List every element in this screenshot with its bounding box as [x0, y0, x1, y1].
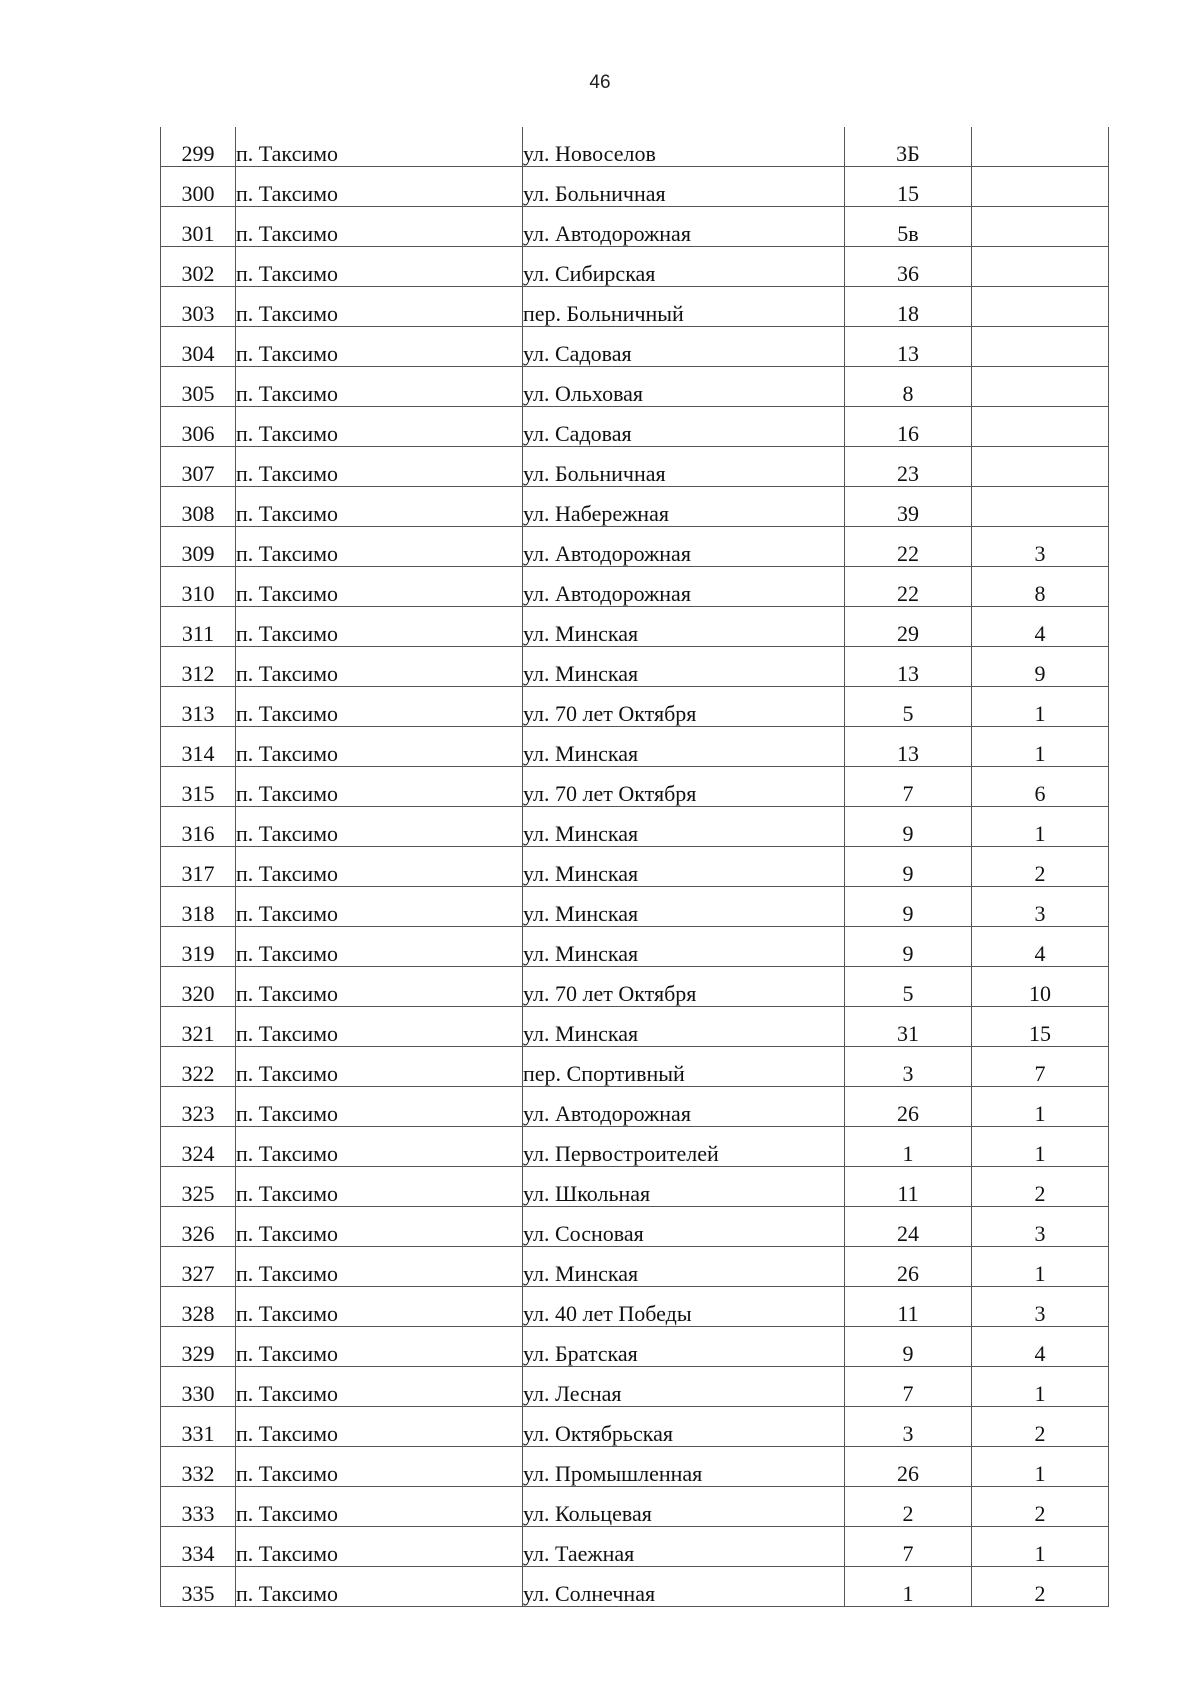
table-row: [161, 367, 1109, 407]
table-row: [161, 607, 1109, 647]
table-row: [161, 1247, 1109, 1287]
settlement-cell: п. Таксимо: [236, 887, 523, 927]
apartment-number-cell: [972, 487, 1109, 527]
table-row: [161, 1447, 1109, 1487]
apartment-number-cell: [972, 207, 1109, 247]
settlement-cell: п. Таксимо: [236, 1367, 523, 1407]
apartment-number-cell: 9: [972, 647, 1109, 687]
house-number-cell: 26: [845, 1247, 972, 1287]
apartment-number-cell: [972, 367, 1109, 407]
table-row: [161, 407, 1109, 447]
house-number-cell: 8: [845, 367, 972, 407]
house-number-cell: 9: [845, 1327, 972, 1367]
house-number-cell: 9: [845, 847, 972, 887]
table-row: [161, 327, 1109, 367]
apartment-number-cell: 15: [972, 1007, 1109, 1047]
settlement-cell: п. Таксимо: [236, 1087, 523, 1127]
table-row: [161, 1047, 1109, 1087]
table-row: [161, 567, 1109, 607]
table-row: [161, 1127, 1109, 1167]
house-number-cell: 31: [845, 1007, 972, 1047]
house-number-cell: 15: [845, 167, 972, 207]
apartment-number-cell: 1: [972, 1447, 1109, 1487]
table-row: [161, 1007, 1109, 1047]
row-number-cell: 320: [161, 967, 236, 1007]
street-cell: ул. 70 лет Октября: [523, 767, 845, 807]
settlement-cell: п. Таксимо: [236, 767, 523, 807]
street-cell: ул. Таежная: [523, 1527, 845, 1567]
table-row: [161, 287, 1109, 327]
row-number-cell: 324: [161, 1127, 236, 1167]
house-number-cell: 39: [845, 487, 972, 527]
apartment-number-cell: 2: [972, 1167, 1109, 1207]
street-cell: ул. Минская: [523, 847, 845, 887]
settlement-cell: п. Таксимо: [236, 327, 523, 367]
apartment-number-cell: 3: [972, 1287, 1109, 1327]
street-cell: ул. 40 лет Победы: [523, 1287, 845, 1327]
settlement-cell: п. Таксимо: [236, 1327, 523, 1367]
house-number-cell: 5в: [845, 207, 972, 247]
apartment-number-cell: 2: [972, 1407, 1109, 1447]
address-table: [160, 127, 1109, 1607]
table-row: [161, 927, 1109, 967]
table-row: [161, 1167, 1109, 1207]
settlement-cell: п. Таксимо: [236, 1487, 523, 1527]
settlement-cell: п. Таксимо: [236, 1287, 523, 1327]
settlement-cell: п. Таксимо: [236, 1407, 523, 1447]
house-number-cell: 13: [845, 647, 972, 687]
apartment-number-cell: 3: [972, 1207, 1109, 1247]
row-number-cell: 330: [161, 1367, 236, 1407]
row-number-cell: 323: [161, 1087, 236, 1127]
table-row: [161, 967, 1109, 1007]
row-number-cell: 327: [161, 1247, 236, 1287]
table-row: [161, 447, 1109, 487]
house-number-cell: 18: [845, 287, 972, 327]
street-cell: ул. Минская: [523, 727, 845, 767]
address-table-body: [161, 127, 1109, 1607]
street-cell: ул. Садовая: [523, 407, 845, 447]
row-number-cell: 302: [161, 247, 236, 287]
street-cell: ул. Октябрьская: [523, 1407, 845, 1447]
street-cell: ул. Минская: [523, 607, 845, 647]
row-number-cell: 321: [161, 1007, 236, 1047]
street-cell: ул. Минская: [523, 1247, 845, 1287]
apartment-number-cell: 1: [972, 1367, 1109, 1407]
row-number-cell: 303: [161, 287, 236, 327]
street-cell: ул. Автодорожная: [523, 207, 845, 247]
settlement-cell: п. Таксимо: [236, 967, 523, 1007]
row-number-cell: 311: [161, 607, 236, 647]
table-row: [161, 767, 1109, 807]
street-cell: ул. Автодорожная: [523, 527, 845, 567]
settlement-cell: п. Таксимо: [236, 687, 523, 727]
apartment-number-cell: 1: [972, 807, 1109, 847]
row-number-cell: 319: [161, 927, 236, 967]
table-row: [161, 687, 1109, 727]
street-cell: ул. Больничная: [523, 447, 845, 487]
table-row: [161, 1527, 1109, 1567]
settlement-cell: п. Таксимо: [236, 167, 523, 207]
house-number-cell: 22: [845, 527, 972, 567]
street-cell: ул. Минская: [523, 647, 845, 687]
table-row: [161, 1087, 1109, 1127]
street-cell: ул. Ольховая: [523, 367, 845, 407]
row-number-cell: 317: [161, 847, 236, 887]
apartment-number-cell: [972, 247, 1109, 287]
row-number-cell: 315: [161, 767, 236, 807]
row-number-cell: 333: [161, 1487, 236, 1527]
apartment-number-cell: 2: [972, 1567, 1109, 1607]
row-number-cell: 316: [161, 807, 236, 847]
apartment-number-cell: 1: [972, 1247, 1109, 1287]
row-number-cell: 326: [161, 1207, 236, 1247]
house-number-cell: 3: [845, 1047, 972, 1087]
table-row: [161, 167, 1109, 207]
settlement-cell: п. Таксимо: [236, 1447, 523, 1487]
apartment-number-cell: 1: [972, 1127, 1109, 1167]
house-number-cell: 11: [845, 1167, 972, 1207]
house-number-cell: 26: [845, 1447, 972, 1487]
row-number-cell: 329: [161, 1327, 236, 1367]
street-cell: ул. Сибирская: [523, 247, 845, 287]
street-cell: ул. Автодорожная: [523, 1087, 845, 1127]
table-row: [161, 1287, 1109, 1327]
apartment-number-cell: 6: [972, 767, 1109, 807]
street-cell: ул. 70 лет Октября: [523, 967, 845, 1007]
house-number-cell: 13: [845, 727, 972, 767]
settlement-cell: п. Таксимо: [236, 447, 523, 487]
street-cell: ул. Промышленная: [523, 1447, 845, 1487]
table-row: [161, 647, 1109, 687]
table-row: [161, 887, 1109, 927]
apartment-number-cell: 10: [972, 967, 1109, 1007]
table-row: [161, 1407, 1109, 1447]
street-cell: ул. Минская: [523, 1007, 845, 1047]
settlement-cell: п. Таксимо: [236, 287, 523, 327]
house-number-cell: 7: [845, 1367, 972, 1407]
house-number-cell: 1: [845, 1127, 972, 1167]
house-number-cell: 9: [845, 927, 972, 967]
apartment-number-cell: [972, 127, 1109, 167]
settlement-cell: п. Таксимо: [236, 927, 523, 967]
house-number-cell: 26: [845, 1087, 972, 1127]
house-number-cell: 11: [845, 1287, 972, 1327]
house-number-cell: 29: [845, 607, 972, 647]
row-number-cell: 310: [161, 567, 236, 607]
row-number-cell: 305: [161, 367, 236, 407]
apartment-number-cell: 8: [972, 567, 1109, 607]
house-number-cell: 24: [845, 1207, 972, 1247]
settlement-cell: п. Таксимо: [236, 1127, 523, 1167]
apartment-number-cell: 4: [972, 1327, 1109, 1367]
settlement-cell: п. Таксимо: [236, 1567, 523, 1607]
row-number-cell: 313: [161, 687, 236, 727]
table-row: [161, 527, 1109, 567]
table-row: [161, 1367, 1109, 1407]
settlement-cell: п. Таксимо: [236, 207, 523, 247]
house-number-cell: 1: [845, 1567, 972, 1607]
apartment-number-cell: 4: [972, 607, 1109, 647]
house-number-cell: 2: [845, 1487, 972, 1527]
table-row: [161, 487, 1109, 527]
row-number-cell: 309: [161, 527, 236, 567]
settlement-cell: п. Таксимо: [236, 407, 523, 447]
apartment-number-cell: 1: [972, 1087, 1109, 1127]
apartment-number-cell: 3: [972, 887, 1109, 927]
house-number-cell: 22: [845, 567, 972, 607]
street-cell: пер. Спортивный: [523, 1047, 845, 1087]
street-cell: ул. 70 лет Октября: [523, 687, 845, 727]
apartment-number-cell: [972, 287, 1109, 327]
house-number-cell: 23: [845, 447, 972, 487]
settlement-cell: п. Таксимо: [236, 1047, 523, 1087]
table-row: [161, 207, 1109, 247]
street-cell: ул. Кольцевая: [523, 1487, 845, 1527]
apartment-number-cell: 1: [972, 727, 1109, 767]
row-number-cell: 318: [161, 887, 236, 927]
row-number-cell: 308: [161, 487, 236, 527]
row-number-cell: 335: [161, 1567, 236, 1607]
apartment-number-cell: [972, 167, 1109, 207]
street-cell: ул. Лесная: [523, 1367, 845, 1407]
house-number-cell: 3Б: [845, 127, 972, 167]
table-row: [161, 847, 1109, 887]
apartment-number-cell: 2: [972, 1487, 1109, 1527]
settlement-cell: п. Таксимо: [236, 1527, 523, 1567]
apartment-number-cell: 1: [972, 687, 1109, 727]
settlement-cell: п. Таксимо: [236, 1247, 523, 1287]
apartment-number-cell: [972, 447, 1109, 487]
row-number-cell: 322: [161, 1047, 236, 1087]
table-row: [161, 1487, 1109, 1527]
row-number-cell: 306: [161, 407, 236, 447]
settlement-cell: п. Таксимо: [236, 1007, 523, 1047]
house-number-cell: 7: [845, 1527, 972, 1567]
settlement-cell: п. Таксимо: [236, 367, 523, 407]
page-number: 46: [589, 72, 611, 93]
table-row: [161, 727, 1109, 767]
settlement-cell: п. Таксимо: [236, 727, 523, 767]
row-number-cell: 312: [161, 647, 236, 687]
street-cell: ул. Больничная: [523, 167, 845, 207]
settlement-cell: п. Таксимо: [236, 527, 523, 567]
street-cell: ул. Новоселов: [523, 127, 845, 167]
house-number-cell: 5: [845, 687, 972, 727]
house-number-cell: 5: [845, 967, 972, 1007]
row-number-cell: 307: [161, 447, 236, 487]
apartment-number-cell: [972, 327, 1109, 367]
row-number-cell: 300: [161, 167, 236, 207]
table-row: [161, 1207, 1109, 1247]
house-number-cell: 7: [845, 767, 972, 807]
row-number-cell: 314: [161, 727, 236, 767]
table-row: [161, 1567, 1109, 1607]
apartment-number-cell: 2: [972, 847, 1109, 887]
apartment-number-cell: 1: [972, 1527, 1109, 1567]
street-cell: ул. Минская: [523, 927, 845, 967]
street-cell: ул. Минская: [523, 887, 845, 927]
apartment-number-cell: 4: [972, 927, 1109, 967]
row-number-cell: 334: [161, 1527, 236, 1567]
apartment-number-cell: 3: [972, 527, 1109, 567]
settlement-cell: п. Таксимо: [236, 487, 523, 527]
street-cell: ул. Солнечная: [523, 1567, 845, 1607]
house-number-cell: 13: [845, 327, 972, 367]
street-cell: ул. Братская: [523, 1327, 845, 1367]
settlement-cell: п. Таксимо: [236, 847, 523, 887]
settlement-cell: п. Таксимо: [236, 807, 523, 847]
settlement-cell: п. Таксимо: [236, 247, 523, 287]
settlement-cell: п. Таксимо: [236, 1167, 523, 1207]
street-cell: пер. Больничный: [523, 287, 845, 327]
street-cell: ул. Сосновая: [523, 1207, 845, 1247]
house-number-cell: 3: [845, 1407, 972, 1447]
settlement-cell: п. Таксимо: [236, 1207, 523, 1247]
row-number-cell: 332: [161, 1447, 236, 1487]
street-cell: ул. Автодорожная: [523, 567, 845, 607]
settlement-cell: п. Таксимо: [236, 647, 523, 687]
row-number-cell: 299: [161, 127, 236, 167]
apartment-number-cell: 7: [972, 1047, 1109, 1087]
row-number-cell: 331: [161, 1407, 236, 1447]
house-number-cell: 36: [845, 247, 972, 287]
street-cell: ул. Первостроителей: [523, 1127, 845, 1167]
table-row: [161, 247, 1109, 287]
settlement-cell: п. Таксимо: [236, 127, 523, 167]
house-number-cell: 16: [845, 407, 972, 447]
row-number-cell: 328: [161, 1287, 236, 1327]
row-number-cell: 304: [161, 327, 236, 367]
row-number-cell: 301: [161, 207, 236, 247]
row-number-cell: 325: [161, 1167, 236, 1207]
table-row: [161, 1327, 1109, 1367]
street-cell: ул. Набережная: [523, 487, 845, 527]
table-row: [161, 807, 1109, 847]
apartment-number-cell: [972, 407, 1109, 447]
house-number-cell: 9: [845, 887, 972, 927]
street-cell: ул. Садовая: [523, 327, 845, 367]
street-cell: ул. Школьная: [523, 1167, 845, 1207]
street-cell: ул. Минская: [523, 807, 845, 847]
house-number-cell: 9: [845, 807, 972, 847]
settlement-cell: п. Таксимо: [236, 567, 523, 607]
settlement-cell: п. Таксимо: [236, 607, 523, 647]
table-row: [161, 127, 1109, 167]
